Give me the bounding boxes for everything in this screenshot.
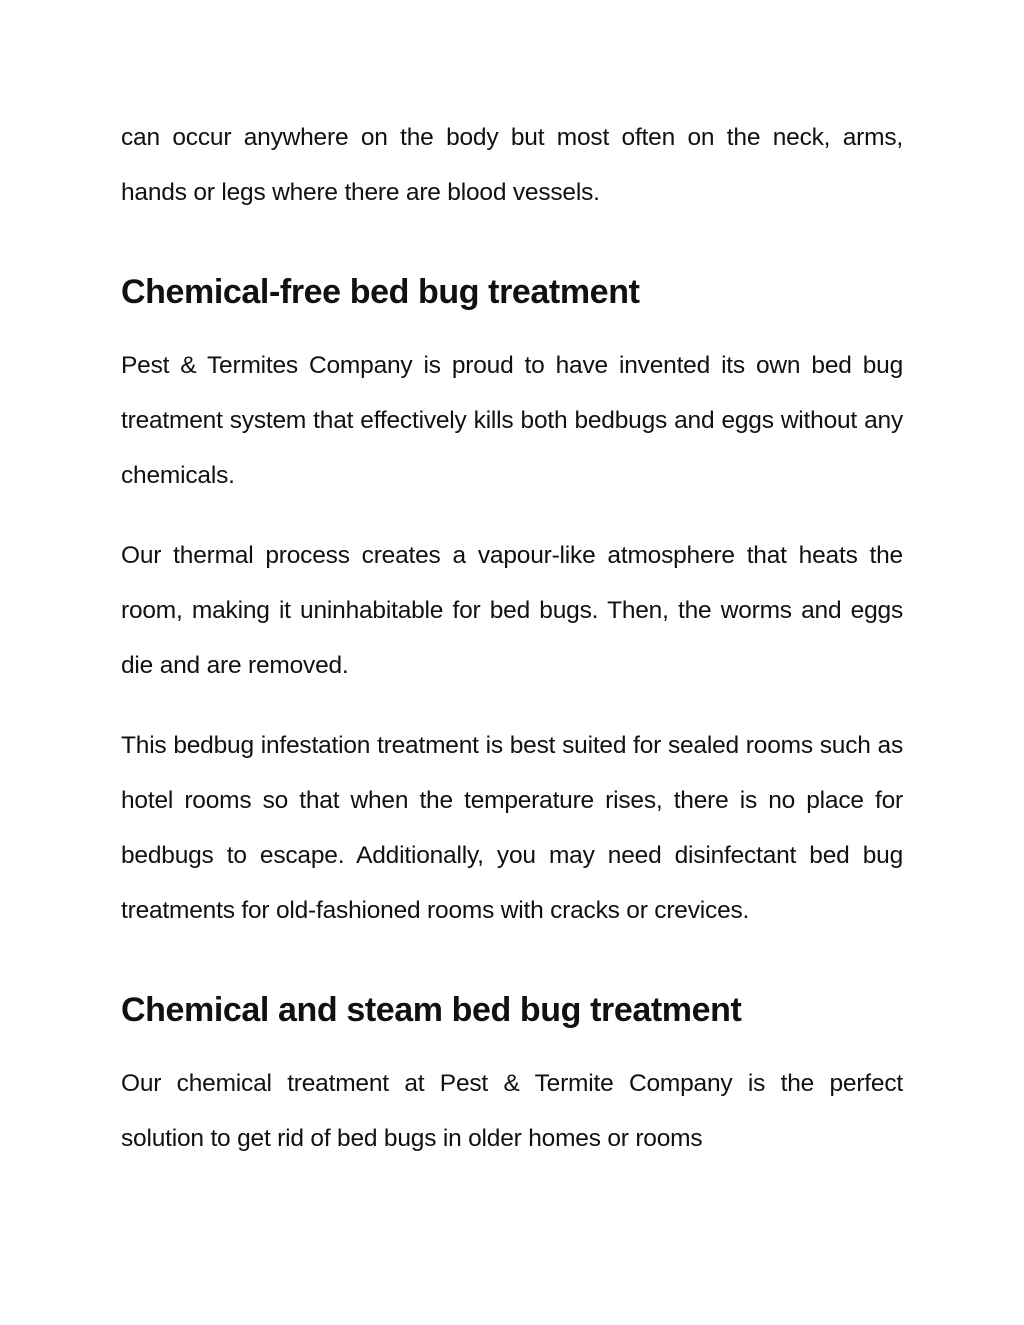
intro-paragraph: can occur anywhere on the body but most often on the neck, arms, hands or legs where there are blood vessels. bbox=[121, 124, 903, 206]
section-heading-chemical-free: Chemical-free bed bug treatment bbox=[121, 273, 640, 311]
paragraph-chemical-treatment: Our chemical treatment at Pest & Termite Company is the perfect solution to get rid of bed bugs in older homes or rooms bbox=[121, 1070, 903, 1152]
section-heading-chemical-steam: Chemical and steam bed bug treatment bbox=[121, 991, 742, 1029]
paragraph-sealed-rooms: This bedbug infestation treatment is best suited for sealed rooms such as hotel rooms so that when the temperature rises, there is no place for bedbugs to escape. Additionally, you may need disinfectant bed bug treatments for old-fashioned rooms with cracks or crevices. bbox=[121, 732, 903, 924]
document-page bbox=[121, 110, 903, 1166]
paragraph-invented-system: Pest & Termites Company is proud to have invented its own bed bug treatment system that effectively kills both bedbugs and eggs without any chemicals. bbox=[121, 352, 903, 489]
paragraph-thermal-process: Our thermal process creates a vapour-like atmosphere that heats the room, making it uninhabitable for bed bugs. Then, the worms and eggs die and are removed. bbox=[121, 542, 903, 679]
